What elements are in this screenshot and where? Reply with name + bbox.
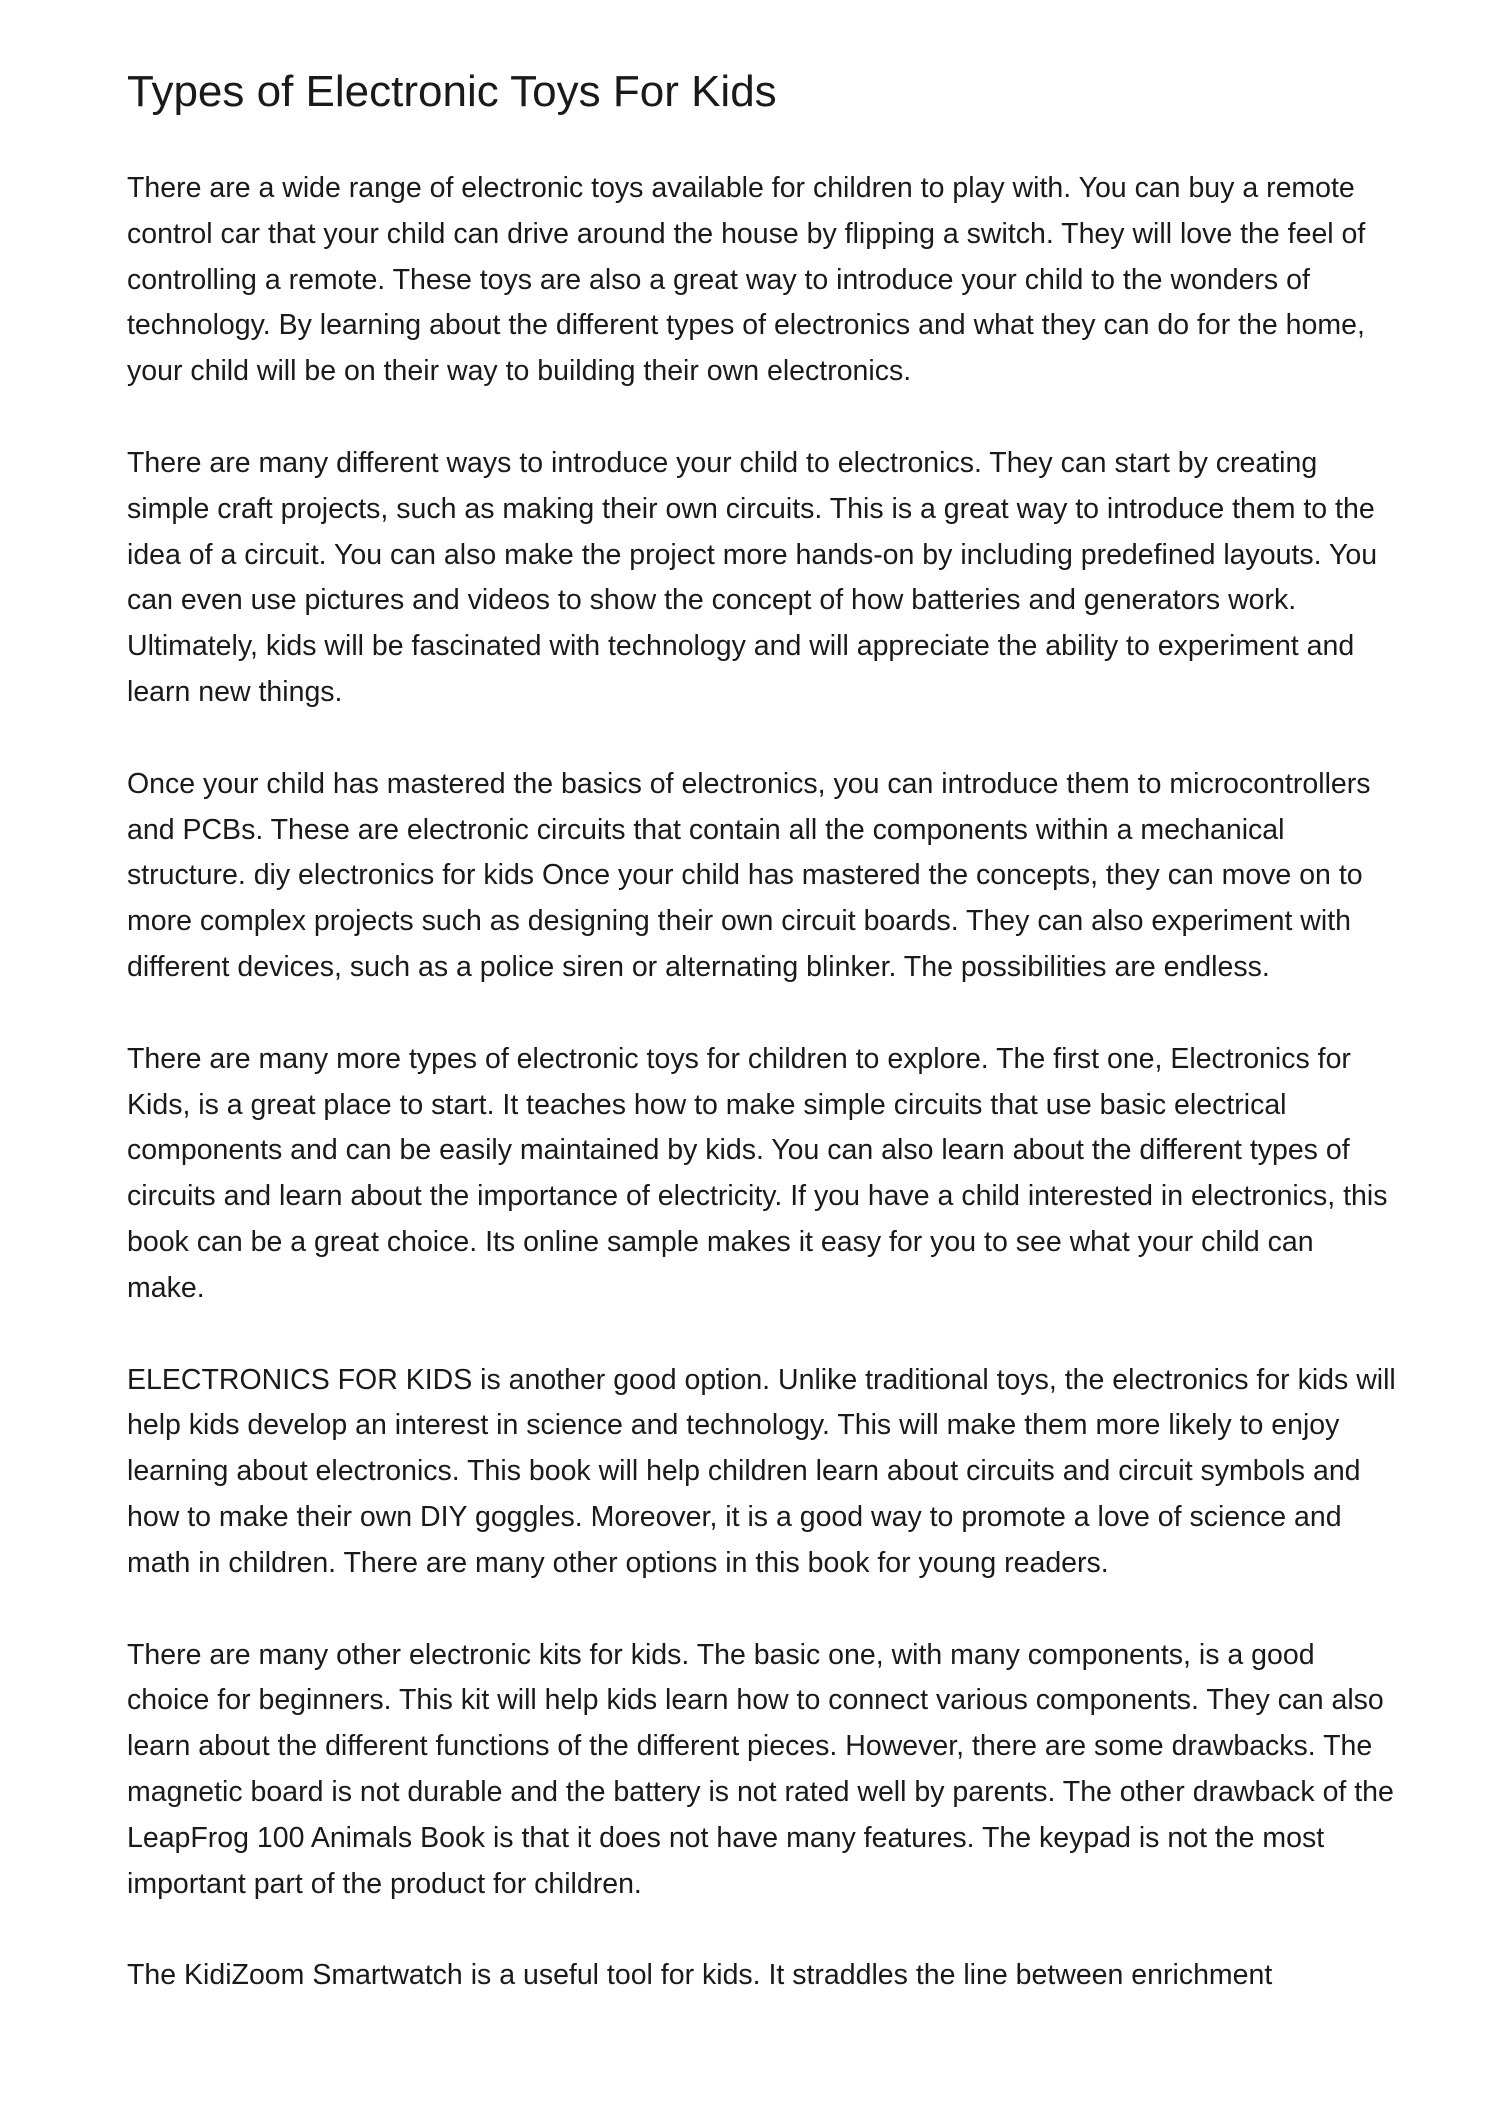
paragraph: ELECTRONICS FOR KIDS is another good option. Unlike traditional toys, the electronics for kids will help kids develop an interest in science and technology. This will make them more likely to enjoy learning about electronics. This book will help children learn about circuits and circuit symbols and how to make their own DIY goggles. Moreover, it is a good way to promote a love of science and math in children. There are many other options in this book for young readers.: [127, 1363, 1396, 1579]
paragraph: There are many other electronic kits for kids. The basic one, with many components, is a good choice for beginners. This kit will help kids learn how to connect various components. They can also learn about the different functions of the different pieces. However, there are some drawbacks. The magnetic board is not durable and the battery is not rated well by parents. The other drawback of the LeapFrog 100 Animals Book is that it does not have many features. The keypad is not the most important part of the product for children.: [127, 1638, 1394, 1900]
paragraph: There are many different ways to introduce your child to electronics. They can start by creating simple craft projects, such as making their own circuits. This is a great way to introduce them to the idea of a circuit. You can also make the project more hands-on by including predefined layouts. You can even use pictures and videos to show the concept of how batteries and generators work. Ultimately, kids will be fascinated with technology and will appreciate the ability to experiment and learn new things.: [127, 446, 1378, 708]
paragraph: There are many more types of electronic toys for children to explore. The first one, Electronics for Kids, is a great place to start. It teaches how to make simple circuits that use basic electrical components and can be easily maintained by kids. You can also learn about the different types of circuits and learn about the importance of electricity. If you have a child interested in electronics, this book can be a great choice. Its online sample makes it easy for you to see what your child can make.: [127, 1042, 1388, 1304]
document-title: Types of Electronic Toys For Kids: [127, 67, 777, 116]
paragraph: The KidiZoom Smartwatch is a useful tool for kids. It straddles the line between enrichment: [127, 1959, 1273, 1992]
document-body: [127, 166, 1397, 2045]
paragraph: There are a wide range of electronic toys available for children to play with. You can buy a remote control car that your child can drive around the house by flipping a switch. They will love the feel of controlling a remote. These toys are also a great way to introduce your child to the wonders of technology. By learning about the different types of electronics and what they can do for the home, your child will be on their way to building their own electronics.: [127, 172, 1366, 388]
paragraph: Once your child has mastered the basics of electronics, you can introduce them to microcontrollers and PCBs. These are electronic circuits that contain all the components within a mechanical structure. diy electronics for kids Once your child has mastered the concepts, they can move on to more complex projects such as designing their own circuit boards. They can also experiment with different devices, such as a police siren or alternating blinker. The possibilities are endless.: [127, 767, 1371, 983]
